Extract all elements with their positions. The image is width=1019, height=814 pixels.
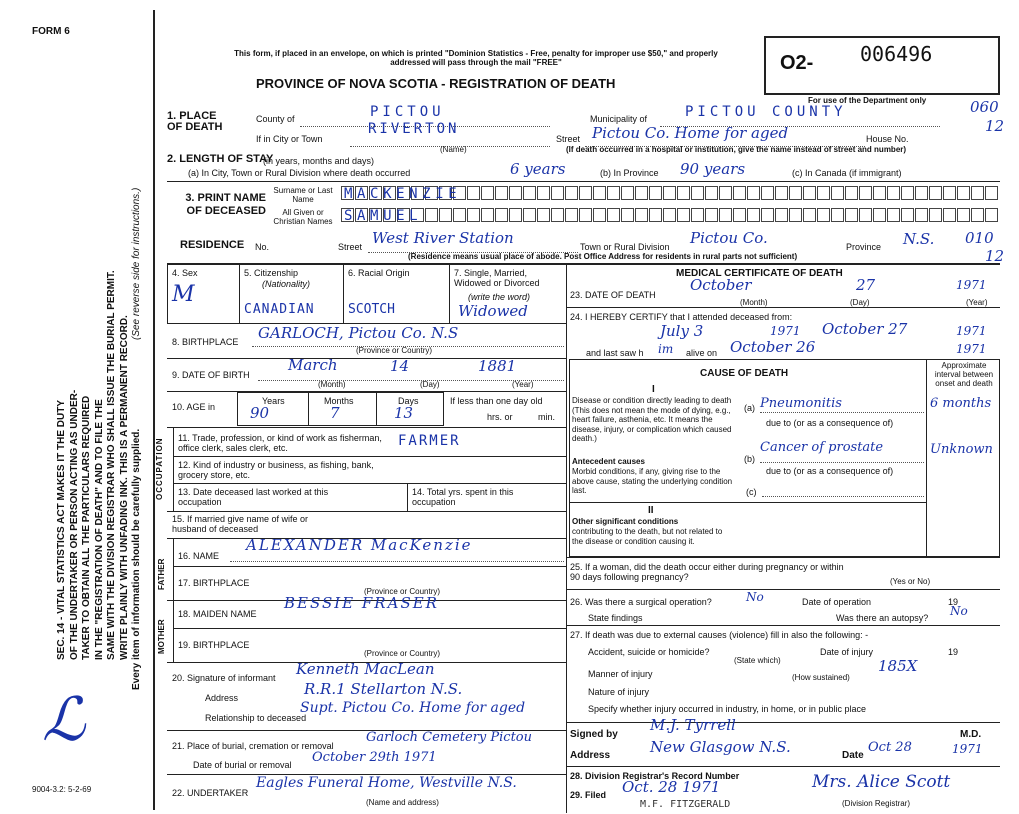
record-number-label: 28. Division Registrar's Record Number [570, 771, 740, 781]
name-grid-cell [495, 208, 508, 222]
registrar-signature[interactable]: Mrs. Alice Scott [812, 772, 951, 792]
relationship-value[interactable]: Supt. Pictou Co. Home for aged [300, 700, 526, 716]
manner-of-injury-label: Manner of injury [588, 669, 653, 679]
print-code: 9004-3.2: 5-2-69 [32, 785, 92, 794]
residence-town-label: Town or Rural Division [580, 242, 670, 252]
cert-date-value[interactable]: Oct 28 [868, 740, 912, 755]
name-grid-cell [747, 186, 760, 200]
stay-province-value[interactable]: 90 years [680, 160, 746, 178]
checkmark-glyph: ℒ [42, 685, 86, 755]
name-grid-cell [845, 186, 858, 200]
name-grid-cell [761, 208, 774, 222]
last-saw-value[interactable]: im [658, 342, 674, 356]
dept-code-2: 12 [985, 117, 1005, 135]
city-value[interactable]: RIVERTON [368, 121, 460, 137]
cause-of-death-title: CAUSE OF DEATH [700, 368, 789, 379]
surname-label: Surname or Last Name [273, 186, 333, 204]
name-grid-cell [831, 186, 844, 200]
antecedent-label: Antecedent causes [572, 457, 645, 466]
sex-label: 4. Sex [172, 268, 198, 278]
dod-day-caption: (Day) [850, 298, 870, 307]
stay-city-value[interactable]: 6 years [510, 160, 566, 178]
filed-date-value[interactable]: Oct. 28 1971 [622, 778, 721, 796]
name-grid-cell [887, 186, 900, 200]
burial-date-value[interactable]: October 29th 1971 [312, 750, 437, 765]
name-grid-cell [607, 208, 620, 222]
name-grid-cell [621, 208, 634, 222]
house-number-label: House No. [866, 134, 909, 144]
dept-code-3: 010 [965, 229, 994, 247]
cause-b-value[interactable]: Cancer of prostate [760, 440, 884, 455]
municipality-value[interactable]: PICTOU COUNTY [685, 104, 847, 120]
alive-on-value[interactable]: October 26 [730, 338, 816, 356]
relationship-label: Relationship to deceased [205, 713, 307, 723]
name-grid-cell [803, 208, 816, 222]
operation-date-label: Date of operation [802, 597, 872, 607]
given-names-label: All Given or Christian Names [273, 208, 333, 226]
date-of-birth-label: 9. DATE OF BIRTH [172, 370, 250, 380]
physician-address-label: Address [570, 750, 611, 761]
occupation-side-label: OCCUPATION [155, 437, 164, 500]
registrar-caption: (Division Registrar) [842, 799, 911, 808]
name-grid-cell [607, 186, 620, 200]
citizenship-value[interactable]: CANADIAN [244, 302, 315, 317]
serial-box [764, 36, 1000, 95]
medical-cert-title: MEDICAL CERTIFICATE OF DEATH [676, 268, 843, 279]
name-grid-cell [705, 186, 718, 200]
name-grid-cell [551, 208, 564, 222]
certify-label: 24. I HEREBY CERTIFY that I attended deceased from: [570, 312, 793, 322]
manner-code-value[interactable]: 185X [878, 657, 918, 675]
date-of-death-label: 23. DATE OF DEATH [570, 290, 656, 300]
citizenship-label: 5. Citizenship [244, 268, 299, 278]
attended-from-value[interactable]: July 3 [660, 322, 704, 340]
serial-number: 006496 [860, 42, 933, 66]
name-grid-cell [817, 208, 830, 222]
cert-date-year[interactable]: 1971 [952, 742, 983, 756]
informant-label: 20. Signature of informant [172, 673, 276, 683]
mother-birthplace-caption: (Province or Country) [364, 649, 441, 658]
spouse-label: 15. If married give name of wife or husband of deceased [172, 514, 309, 535]
name-grid-cell [635, 186, 648, 200]
surgery-value[interactable]: No [746, 590, 764, 604]
name-grid-cell [481, 208, 494, 222]
stay-canada-label: (c) In Canada (if immigrant) [792, 168, 902, 178]
birthplace-value[interactable]: GARLOCH, Pictou Co. N.S [258, 324, 459, 342]
name-grid-cell [579, 186, 592, 200]
name-grid-cell [467, 186, 480, 200]
part-one-label: I [652, 384, 655, 395]
name-grid-cell [915, 208, 928, 222]
alive-on-label: alive on [686, 348, 718, 358]
cause-c-label: (c) [746, 487, 757, 497]
name-grid-cell [649, 208, 662, 222]
undertaker-value[interactable]: Eagles Funeral Home, Westville N.S. [256, 775, 517, 791]
city-name-caption: (Name) [440, 145, 467, 154]
name-grid-cell [677, 186, 690, 200]
alive-on-year[interactable]: 1971 [956, 342, 987, 356]
name-grid-cell [775, 186, 788, 200]
residence-town-value[interactable]: Pictou Co. [690, 229, 768, 247]
name-grid-cell [551, 186, 564, 200]
name-grid-cell [985, 208, 998, 222]
cert-date-label: Date [842, 750, 864, 761]
name-grid-cell [915, 186, 928, 200]
name-grid-cell [565, 208, 578, 222]
see-reverse-note: (See reverse side for instructions.) [131, 187, 142, 340]
residence-note: (Residence means usual place of abode. Post Office Address for residents in rural parts not sufficient) [408, 252, 798, 261]
informant-address-value[interactable]: R.R.1 Stellarton N.S. [304, 680, 463, 698]
trade-label: 11. Trade, profession, or kind of work as fisherman, office clerk, sales clerk, etc. [178, 433, 382, 454]
specify-place-label: Specify whether injury occurred in industry, in home, or in public place [588, 704, 866, 714]
state-findings-label: State findings [588, 613, 643, 623]
name-grid-cell [663, 186, 676, 200]
name-grid-cell [789, 208, 802, 222]
nationality-caption: (Nationality) [262, 279, 311, 289]
antecedent-text: Morbid conditions, if any, giving rise to the above cause, stating the underlying condition last. [572, 467, 733, 495]
years-in-occupation-label: 14. Total yrs. spent in this occupation [412, 487, 514, 508]
deceased-name-label: 3. PRINT NAME OF DECEASED [185, 192, 266, 217]
dob-day-caption: (Day) [420, 380, 440, 389]
minutes-label: min. [538, 412, 556, 422]
name-grid-cell [957, 208, 970, 222]
father-name-value[interactable]: ALEXANDER MacKenzie [246, 536, 473, 554]
part-two-label: II [648, 505, 654, 516]
physician-address-value[interactable]: New Glasgow N.S. [650, 738, 791, 756]
street-value[interactable]: Pictou Co. Home for aged [592, 124, 789, 142]
name-grid-cell [803, 186, 816, 200]
age-months-label: Months [324, 396, 354, 406]
filed-label: 29. Filed [570, 790, 607, 800]
name-grid-cell [523, 208, 536, 222]
name-grid-cell [971, 186, 984, 200]
sex-value[interactable]: M [172, 282, 195, 307]
last-saw-label: and last saw h [586, 348, 644, 358]
name-grid-cell [425, 208, 438, 222]
name-grid-cell [733, 208, 746, 222]
md-label: M.D. [960, 729, 982, 740]
age-years-label: Years [262, 396, 285, 406]
residence-street-label: Street [338, 242, 363, 252]
father-birthplace-label: 17. BIRTHPLACE [178, 578, 250, 588]
name-grid-cell [747, 208, 760, 222]
external-cause-question: 27. If death was due to external causes (violence) fill in also the following: - [570, 630, 869, 640]
residence-province-label: Province [846, 242, 882, 252]
residence-province-value[interactable]: N.S. [903, 230, 935, 248]
name-grid-cell [649, 186, 662, 200]
age-years-value[interactable]: 90 [250, 404, 270, 422]
last-worked-label: 13. Date deceased last worked at this occupation [178, 487, 329, 508]
name-grid-cell [929, 208, 942, 222]
operation-year-prefix: 19 [948, 597, 959, 607]
residence-street-value[interactable]: West River Station [372, 229, 514, 247]
name-grid-cell [887, 208, 900, 222]
name-grid-cell [579, 208, 592, 222]
due-to-1-label: due to (or as a consequence of) [766, 418, 894, 428]
name-grid-cell [845, 208, 858, 222]
residence-label: RESIDENCE [180, 239, 245, 251]
age-days-label: Days [398, 396, 419, 406]
autopsy-value[interactable]: No [950, 604, 968, 618]
marital-status-label: 7. Single, Married, Widowed or Divorced [454, 268, 540, 289]
dept-code-4: 12 [985, 247, 1005, 265]
name-grid-cell [859, 186, 872, 200]
name-grid-cell [943, 208, 956, 222]
name-grid-cell [789, 186, 802, 200]
dob-month-caption: (Month) [318, 380, 346, 389]
racial-origin-value[interactable]: SCOTCH [348, 302, 395, 317]
signed-by-label: Signed by [570, 729, 618, 740]
dob-year-value[interactable]: 1881 [478, 357, 517, 375]
name-grid-cell [985, 186, 998, 200]
form-title: PROVINCE OF NOVA SCOTIA - REGISTRATION OF DEATH [256, 76, 616, 91]
dob-month-value[interactable]: March [288, 356, 338, 374]
instructions-side: SEC. 14 - VITAL STATISTICS ACT MAKES IT THE DUTY OF THE UNDERTAKER OR PERSON ACTING AS UNDER- TAKER TO OBTAIN ALL THE PARTICULARS REQUIRED IN THE "REGISTRATION OF DEATH" AND TO FILE THE SAME WITH THE DIVISION REGISTRAR WHO SHALL ISSUE THE BURIAL PERMIT. WRITE PLAINLY WITH UNFADING INK. THIS IS A PERMANENT RECORD. [56, 270, 130, 660]
father-birthplace-caption: (Province or Country) [364, 587, 441, 596]
name-grid-cell [621, 186, 634, 200]
dob-day-value[interactable]: 14 [390, 357, 410, 375]
how-sustained-caption: (How sustained) [792, 673, 850, 682]
place-of-death-label: 1. PLACE OF DEATH [167, 110, 223, 133]
surname-value[interactable]: MACKENZIE [344, 186, 462, 202]
informant-value[interactable]: Kenneth MacLean [296, 660, 435, 678]
age-months-value[interactable]: 7 [330, 404, 340, 422]
less-than-day-label: If less than one day old [450, 396, 543, 406]
name-grid-cell [663, 208, 676, 222]
name-grid-cell [943, 186, 956, 200]
burial-place-value[interactable]: Garloch Cemetery Pictou [366, 730, 532, 745]
surgery-question: 26. Was there a surgical operation? [570, 597, 712, 607]
mother-side-label: MOTHER [157, 619, 166, 654]
name-grid-cell [719, 208, 732, 222]
interval-label: Approximate interval between onset and death [934, 361, 994, 388]
disease-label: Disease or condition directly leading to death (This does not mean the mode of dying, e.g., heart failure, asthenia, etc. It means the disease, injury, or complication which caused death.) [572, 396, 732, 443]
hospital-note: (If death occurred in a hospital or institution, give the name instead of street and number) [566, 145, 907, 154]
name-grid-cell [439, 208, 452, 222]
name-grid-cell [691, 186, 704, 200]
dept-use-label: For use of the Department only [808, 96, 927, 105]
name-grid-cell [691, 208, 704, 222]
name-grid-cell [901, 208, 914, 222]
father-name-label: 16. NAME [178, 551, 220, 561]
name-grid-cell [733, 186, 746, 200]
interval-b-value[interactable]: Unknown [930, 442, 993, 457]
form-number: FORM 6 [32, 26, 70, 37]
age-days-value[interactable]: 13 [394, 404, 414, 422]
racial-origin-label: 6. Racial Origin [348, 268, 410, 278]
name-grid-cell [593, 208, 606, 222]
hours-label: hrs. or [487, 412, 513, 422]
street-label: Street [556, 134, 581, 144]
cause-a-value[interactable]: Pneumonitis [760, 396, 842, 411]
name-grid-cell [495, 186, 508, 200]
name-grid-cell [929, 186, 942, 200]
informant-address-label: Address [205, 693, 239, 703]
dod-month-caption: (Month) [740, 298, 768, 307]
name-grid-cell [859, 208, 872, 222]
serial-prefix: O2- [780, 52, 814, 74]
age-label: 10. AGE in [172, 402, 216, 412]
injury-date-label: Date of injury [820, 647, 874, 657]
other-conditions-text: contributing to the death, but not related to the disease or condition causing it. [572, 527, 723, 546]
attended-from-year[interactable]: 1971 [770, 324, 801, 338]
stay-province-label: (b) In Province [600, 168, 659, 178]
name-grid-cell [467, 208, 480, 222]
name-grid-cell [831, 208, 844, 222]
name-grid-cell [677, 208, 690, 222]
mother-maiden-label: 18. MAIDEN NAME [178, 609, 257, 619]
dod-year-caption: (Year) [966, 298, 988, 307]
physician-signature[interactable]: M.J. Tyrrell [650, 716, 736, 734]
dept-code-1: 060 [970, 98, 999, 116]
stay-city-label: (a) In City, Town or Rural Division where death occurred [188, 168, 411, 178]
name-grid-cell [817, 186, 830, 200]
name-grid-cell [509, 186, 522, 200]
city-label: If in City or Town [256, 134, 323, 144]
pregnancy-question: 25. If a woman, did the death occur either during pregnancy or within 90 days following pregnancy? [570, 562, 844, 583]
length-of-stay-label: 2. LENGTH OF STAY [167, 153, 274, 165]
mother-maiden-value[interactable]: BESSIE FRASER [284, 594, 439, 612]
dod-year-value[interactable]: 1971 [956, 278, 987, 292]
registrar-printed-name: M.F. FITZGERALD [640, 799, 731, 810]
undertaker-caption: (Name and address) [366, 798, 439, 807]
name-grid-cell [971, 208, 984, 222]
name-grid-cell [565, 186, 578, 200]
attended-to-value[interactable]: October 27 [822, 320, 908, 338]
county-value[interactable]: PICTOU [370, 104, 445, 120]
residence-no-label: No. [255, 242, 270, 252]
burial-place-label: 21. Place of burial, cremation or removal [172, 741, 334, 751]
mother-birthplace-label: 19. BIRTHPLACE [178, 640, 250, 650]
name-grid-cell [481, 186, 494, 200]
name-grid-cell [901, 186, 914, 200]
dod-month-value[interactable]: October [690, 276, 752, 294]
name-grid-cell [775, 208, 788, 222]
name-grid-cell [705, 208, 718, 222]
undertaker-label: 22. UNDERTAKER [172, 788, 249, 798]
dob-year-caption: (Year) [512, 380, 534, 389]
name-grid-cell [509, 208, 522, 222]
county-label: County of [256, 114, 295, 124]
length-of-stay-hint: (in years, months and days) [263, 156, 375, 166]
mail-notice: This form, if placed in an envelope, on which is printed "Dominion Statistics - Free, penalty for improper use $50," and properly addressed will pass through the mail "FREE" [234, 49, 718, 67]
autopsy-label: Was there an autopsy? [836, 613, 929, 623]
due-to-2-label: due to (or as a consequence of) [766, 466, 894, 476]
state-which-caption: (State which) [734, 656, 781, 665]
injury-year-prefix: 19 [948, 647, 959, 657]
name-grid-cell [873, 208, 886, 222]
name-grid-cell [537, 208, 550, 222]
municipality-label: Municipality of [590, 114, 648, 124]
name-grid-cell [593, 186, 606, 200]
other-conditions-label: Other significant conditions [572, 517, 679, 526]
father-side-label: FATHER [157, 558, 166, 590]
birthplace-caption: (Province or Country) [356, 346, 433, 355]
name-grid-cell [957, 186, 970, 200]
carefully-supplied-note: Every item of information should be carefully supplied. [131, 428, 142, 690]
dod-day-value[interactable]: 27 [856, 276, 876, 294]
attended-to-year[interactable]: 1971 [956, 324, 987, 338]
name-grid-cell [635, 208, 648, 222]
name-grid-cell [453, 208, 466, 222]
marital-status-value[interactable]: Widowed [458, 302, 528, 320]
birthplace-label: 8. BIRTHPLACE [172, 337, 239, 347]
yes-no-caption: (Yes or No) [890, 577, 931, 586]
nature-of-injury-label: Nature of injury [588, 687, 650, 697]
name-grid-cell [537, 186, 550, 200]
marital-write-caption: (write the word) [468, 292, 531, 302]
name-grid-cell [873, 186, 886, 200]
interval-a-value[interactable]: 6 months [930, 396, 992, 411]
name-grid-cell [761, 186, 774, 200]
burial-date-label: Date of burial or removal [193, 760, 292, 770]
given-names-value[interactable]: SAMUEL [344, 208, 423, 224]
industry-label: 12. Kind of industry or business, as fishing, bank, grocery store, etc. [178, 460, 374, 481]
name-grid-cell [719, 186, 732, 200]
name-grid-cell [523, 186, 536, 200]
trade-value[interactable]: FARMER [398, 433, 461, 449]
accident-label: Accident, suicide or homicide? [588, 647, 710, 657]
